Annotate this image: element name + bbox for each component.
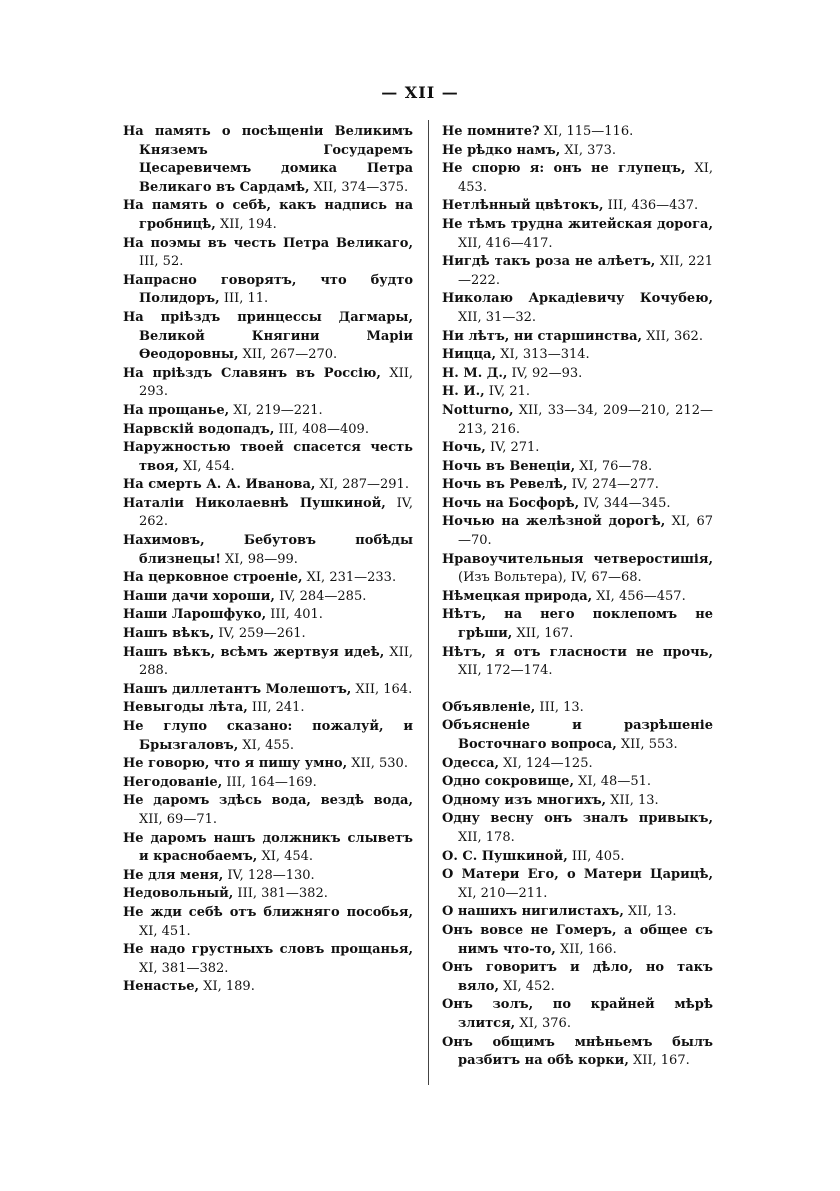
entry-reference: XII, 288. xyxy=(139,644,413,679)
index-entry xyxy=(123,569,413,588)
entry-reference: IV, 128—130. xyxy=(223,867,315,883)
entry-title: О Матери Его, о Матери Царицѣ, xyxy=(442,867,713,883)
entry-reference: XII, 553. xyxy=(616,737,678,752)
index-entry xyxy=(442,197,713,216)
entry-title: На память о посѣщеніи Великимъ Княземъ Государемъ Цесаревичемъ домика Петра Великаго въ Сардамѣ, xyxy=(123,124,413,195)
section-spacer xyxy=(442,681,713,699)
entry-reference: III, 11. xyxy=(219,291,269,307)
entry-title: Нѣтъ, я отъ гласности не прочь, xyxy=(442,644,713,660)
index-entry xyxy=(123,197,413,234)
entry-reference: IV, 271. xyxy=(485,440,540,456)
index-entry xyxy=(123,402,413,421)
entry-title: Одесса, xyxy=(442,755,500,771)
index-entry xyxy=(442,606,713,643)
index-entry xyxy=(442,476,713,495)
entry-reference: XII, 164. xyxy=(351,681,413,697)
index-entry xyxy=(442,123,713,142)
index-entry xyxy=(442,160,713,197)
index-entry xyxy=(123,588,413,607)
index-entry xyxy=(123,885,413,904)
entry-reference: XI, 67—70. xyxy=(458,514,713,549)
index-entry xyxy=(123,978,413,997)
entry-reference: XII, 69—71. xyxy=(139,811,218,827)
index-entry xyxy=(123,718,413,755)
entry-title: Ночь на Босфорѣ, xyxy=(442,495,580,511)
entry-title: Нахимовъ, Бебутовъ побѣды близнецы! xyxy=(123,533,413,567)
index-entry xyxy=(123,421,413,440)
entry-title: Не помните? xyxy=(442,124,540,139)
index-entry xyxy=(123,625,413,644)
entry-title: Не глупо сказано: пожалуй, и Брызгаловъ, xyxy=(123,719,413,753)
index-entry xyxy=(442,644,713,681)
index-entry xyxy=(442,810,713,847)
index-entry xyxy=(442,1034,713,1071)
index-entry xyxy=(442,383,713,402)
entry-reference: III, 13. xyxy=(535,699,584,715)
entry-reference: XII, 194. xyxy=(215,216,277,232)
entry-title: Наталіи Николаевнѣ Пушкиной, xyxy=(123,495,386,511)
entry-reference: XI, 231—233. xyxy=(302,570,397,586)
entry-reference: IV, 262. xyxy=(139,495,413,530)
index-entry xyxy=(442,903,713,922)
entry-title: Одну весну онъ зналъ привыкъ, xyxy=(442,811,713,827)
index-entry xyxy=(123,792,413,829)
entry-title: Notturno, xyxy=(442,402,514,418)
entry-title: О. С. Пушкиной, xyxy=(442,848,568,864)
entry-title: Онъ общимъ мнѣньемъ былъ разбитъ на обѣ корки, xyxy=(442,1034,713,1069)
entry-reference: XII, 167. xyxy=(512,626,574,642)
entry-title: Н. М. Д., xyxy=(442,365,508,381)
entry-reference: XII, 374—375. xyxy=(309,179,409,195)
left-index-column xyxy=(123,123,413,997)
entry-reference: XI, 376. xyxy=(515,1015,571,1031)
index-entry xyxy=(442,588,713,607)
index-entry xyxy=(442,495,713,514)
index-entry xyxy=(442,458,713,477)
entry-title: На пріѣздъ Славянъ въ Россію, xyxy=(123,365,381,381)
entry-title: Нравоучительныя четверостишія, xyxy=(442,551,713,567)
entry-reference: XII, 172—174. xyxy=(458,663,553,679)
entry-reference: III, 408—409. xyxy=(274,421,369,437)
index-entry xyxy=(123,644,413,681)
entry-title: Ночь въ Ревелѣ, xyxy=(442,477,568,493)
entry-reference: XI, 381—382. xyxy=(139,960,229,976)
entry-title: Одному изъ многихъ, xyxy=(442,792,607,808)
index-entry xyxy=(442,848,713,867)
entry-reference: IV, 284—285. xyxy=(274,588,367,604)
index-entry xyxy=(123,439,413,476)
index-entry xyxy=(442,513,713,550)
entry-reference: IV, 259—261. xyxy=(214,626,306,642)
entry-reference: IV, 344—345. xyxy=(579,495,671,511)
index-entry xyxy=(442,866,713,903)
entry-reference: III, 164—169. xyxy=(222,774,317,790)
entry-reference: XI, 451. xyxy=(139,923,191,939)
index-entry xyxy=(442,365,713,384)
index-entry xyxy=(442,792,713,811)
entry-title: На прощанье, xyxy=(123,402,230,418)
index-entry xyxy=(123,830,413,867)
entry-reference: III, 52. xyxy=(139,254,184,270)
entry-title: Ницца, xyxy=(442,347,497,363)
entry-title: Ночь, xyxy=(442,440,486,456)
entry-title: Не рѣдко намъ, xyxy=(442,142,561,158)
entry-reference: IV, 274—277. xyxy=(567,477,659,493)
index-entry xyxy=(123,476,413,495)
index-entry xyxy=(123,699,413,718)
index-entry xyxy=(442,773,713,792)
index-entry xyxy=(442,328,713,347)
entry-reference: XII, 293. xyxy=(139,365,413,400)
entry-title: Ни лѣтъ, ни старшинства, xyxy=(442,328,643,344)
index-entry xyxy=(442,996,713,1033)
entry-title: Не даромъ нашъ должникъ слыветъ и краснобаемъ, xyxy=(123,830,413,865)
index-entry xyxy=(123,309,413,365)
index-entry xyxy=(123,235,413,272)
entry-title: Не жди себѣ отъ ближняго пособья, xyxy=(123,904,413,920)
entry-title: Ночью на желѣзной дорогѣ, xyxy=(442,514,666,530)
index-entry xyxy=(442,551,713,588)
entry-title: Наши дачи хороши, xyxy=(123,588,275,604)
entry-title: Не говорю, что я пишу умно, xyxy=(123,756,348,772)
entry-title: Н. И., xyxy=(442,384,485,400)
entry-title: Нѣтъ, на него поклепомъ не грѣши, xyxy=(442,607,713,642)
index-entry xyxy=(442,346,713,365)
index-entry xyxy=(442,253,713,290)
index-entry xyxy=(123,272,413,309)
entry-reference: (Изъ Вольтера), IV, 67—68. xyxy=(458,570,642,586)
index-entry xyxy=(123,532,413,569)
entry-title: На церковное строеніе, xyxy=(123,570,303,586)
entry-reference: XI, 455. xyxy=(238,737,295,753)
index-entry xyxy=(123,941,413,978)
page-number: — XII — xyxy=(381,83,459,102)
entry-reference: IV, 21. xyxy=(484,384,530,400)
index-entry xyxy=(123,606,413,625)
entry-title: Не надо грустныхъ словъ прощанья, xyxy=(123,942,413,958)
entry-reference: III, 436—437. xyxy=(603,198,699,214)
entry-reference: XI, 456—457. xyxy=(592,588,686,604)
entry-title: Ненастье, xyxy=(123,979,200,995)
entry-reference: XI, 48—51. xyxy=(573,774,651,790)
index-entry xyxy=(123,365,413,402)
entry-reference: IV, 92—93. xyxy=(507,365,583,381)
index-entry xyxy=(442,699,713,718)
entry-reference: III, 381—382. xyxy=(233,886,328,902)
entry-title: Нашъ диллетантъ Молешотъ, xyxy=(123,681,352,697)
entry-reference: XI, 453. xyxy=(458,161,713,195)
entry-reference: XII, 267—270. xyxy=(238,347,338,363)
index-entry xyxy=(123,123,413,197)
entry-title: Нашъ вѣкъ, xyxy=(123,626,215,642)
index-entry xyxy=(442,290,713,327)
entry-title: Онъ говоритъ и дѣло, но такъ вяло, xyxy=(442,960,713,994)
entry-title: На память о себѣ, какъ надпись на гробницѣ, xyxy=(123,198,413,232)
entry-reference: XI, 210—211. xyxy=(458,885,548,901)
entry-reference: XI, 454. xyxy=(178,458,235,474)
entry-reference: III, 405. xyxy=(567,848,625,864)
entry-reference: XII, 530. xyxy=(347,756,408,772)
entry-reference: XII, 13. xyxy=(623,904,677,920)
entry-title: Нетлѣнный цвѣтокъ, xyxy=(442,198,604,214)
entry-reference: XI, 76—78. xyxy=(575,458,653,474)
index-entry xyxy=(442,142,713,161)
index-entry xyxy=(442,216,713,253)
entry-title: Объявленіе, xyxy=(442,699,536,715)
entry-title: Ночь въ Венеціи, xyxy=(442,458,576,474)
index-entry xyxy=(123,681,413,700)
entry-title: Невыгоды лѣта, xyxy=(123,700,248,716)
index-entry xyxy=(442,959,713,996)
index-entry xyxy=(442,717,713,754)
entry-reference: XII, 31—32. xyxy=(458,309,537,325)
entry-title: Нигдѣ такъ роза не алѣетъ, xyxy=(442,254,656,270)
entry-title: Негодованіе, xyxy=(123,774,223,790)
index-entry xyxy=(442,922,713,959)
entry-reference: III, 241. xyxy=(247,700,305,716)
entry-title: Николаю Аркадіевичу Кочубею, xyxy=(442,291,713,307)
entry-title: О нашихъ нигилистахъ, xyxy=(442,904,624,920)
right-index-column xyxy=(442,123,713,1071)
entry-reference: XI, 452. xyxy=(499,978,555,994)
entry-title: Онъ золъ, по крайней мѣрѣ злится, xyxy=(442,997,713,1031)
entry-title: На смерть А. А. Иванова, xyxy=(123,477,316,493)
entry-reference: III, 401. xyxy=(266,607,323,623)
index-entry xyxy=(442,402,713,439)
entry-title: Не спорю я: онъ не глупецъ, xyxy=(442,161,686,177)
column-divider xyxy=(428,120,429,1085)
entry-title: Не для меня, xyxy=(123,867,224,883)
entry-title: Онъ вовсе не Гомеръ, а общее съ нимъ что-то, xyxy=(442,922,713,957)
entry-title: Нашъ вѣкъ, всѣмъ жертвуя идеѣ, xyxy=(123,644,385,660)
index-entry xyxy=(442,755,713,774)
entry-reference: XI, 313—314. xyxy=(496,347,590,363)
index-entry xyxy=(123,495,413,532)
index-entry xyxy=(123,867,413,886)
entry-title: Нарвскій водопадъ, xyxy=(123,421,275,437)
entry-reference: XII, 178. xyxy=(458,829,515,845)
index-entry xyxy=(442,439,713,458)
entry-reference: XII, 221—222. xyxy=(458,254,713,288)
entry-reference: XII, 33—34, 209—210, 212—213, 216. xyxy=(458,402,713,437)
entry-title: Не даромъ здѣсь вода, вездѣ вода, xyxy=(123,793,413,809)
entry-reference: XII, 167. xyxy=(628,1053,690,1069)
entry-title: Напрасно говорятъ, что будто Полидоръ, xyxy=(123,272,413,307)
entry-title: Наши Ларошфуко, xyxy=(123,607,267,623)
index-entry xyxy=(123,774,413,793)
entry-reference: XII, 416—417. xyxy=(458,235,553,251)
entry-reference: XI, 219—221. xyxy=(229,402,323,418)
entry-title: Недовольный, xyxy=(123,886,234,902)
index-entry xyxy=(123,904,413,941)
index-entry xyxy=(123,755,413,774)
entry-reference: XI, 124—125. xyxy=(499,755,593,771)
entry-reference: XI, 98—99. xyxy=(220,551,298,567)
entry-title: Не тѣмъ трудна житейская дорога, xyxy=(442,216,713,232)
entry-title: Одно сокровище, xyxy=(442,774,574,790)
entry-reference: XI, 287—291. xyxy=(315,477,409,493)
entry-title: На поэмы въ честь Петра Великаго, xyxy=(123,235,413,251)
entry-reference: XI, 373. xyxy=(560,142,617,158)
entry-reference: XI, 115—116. xyxy=(539,124,634,139)
entry-reference: XI, 454. xyxy=(257,849,314,865)
entry-title: Нѣмецкая природа, xyxy=(442,588,593,604)
entry-title: На пріѣздъ принцессы Дагмары, Великой Княгини Маріи Ѳеодоровны, xyxy=(123,309,413,363)
entry-reference: XII, 166. xyxy=(555,941,617,957)
entry-reference: XII, 13. xyxy=(606,792,659,808)
entry-reference: XII, 362. xyxy=(642,328,703,344)
entry-reference: XI, 189. xyxy=(199,979,255,995)
entry-title: Наружностью твоей спасется честь твоя, xyxy=(123,440,413,474)
entry-title: Объясненіе и разрѣшеніе Восточнаго вопроса, xyxy=(442,718,713,752)
